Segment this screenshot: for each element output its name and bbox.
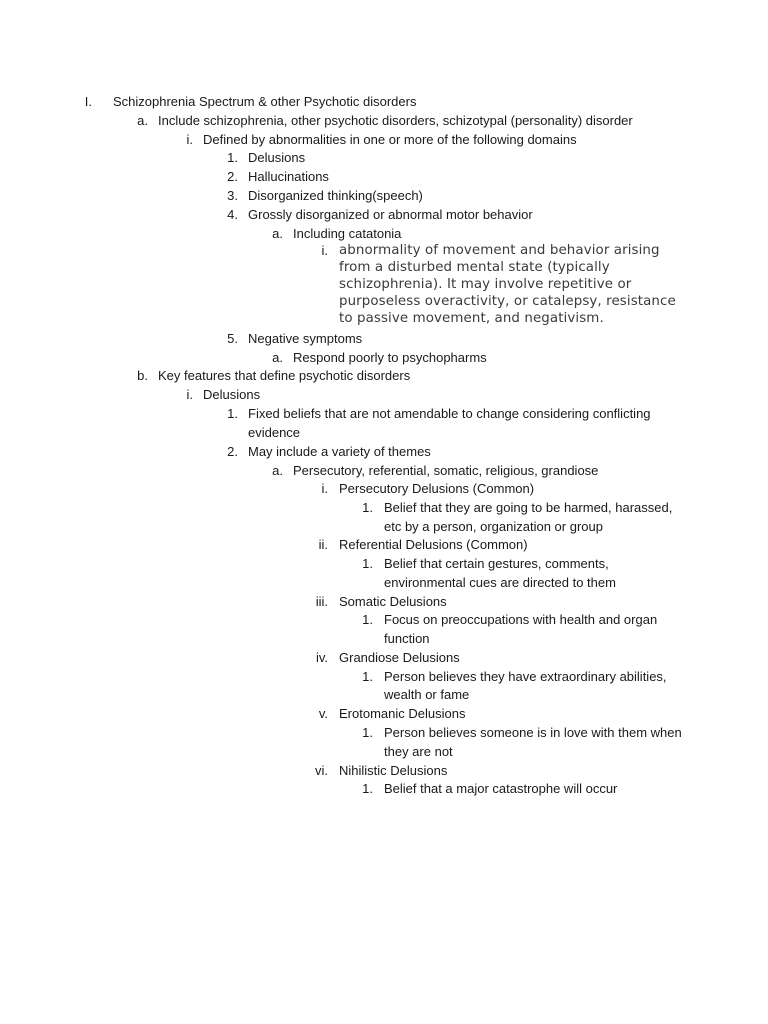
outline-text: Disorganized thinking(speech) xyxy=(248,188,423,203)
outline-text: Person believes someone is in love with them when xyxy=(384,725,682,740)
outline-item xyxy=(0,329,768,348)
outline-marker: ii. xyxy=(318,537,328,552)
outline-item xyxy=(0,130,768,149)
outline-marker: 1. xyxy=(362,725,373,740)
outline-marker: 1. xyxy=(362,669,373,684)
outline-item xyxy=(0,366,768,385)
outline-marker: i. xyxy=(186,132,193,147)
outline-text: wealth or fame xyxy=(384,687,470,702)
outline-text: Fixed beliefs that are not amendable to change considering conflicting xyxy=(248,406,651,421)
outline-text: evidence xyxy=(248,425,301,440)
outline-text: Including catatonia xyxy=(293,226,402,241)
outline-item xyxy=(0,648,768,667)
outline-item xyxy=(0,224,768,243)
outline-item xyxy=(0,704,768,723)
outline-marker: a. xyxy=(137,113,148,128)
outline-marker: 1. xyxy=(362,612,373,627)
outline-marker: 3. xyxy=(227,188,238,203)
outline-marker: b. xyxy=(137,368,148,383)
outline-text: Include schizophrenia, other psychotic disorders, schizotypal (personality) disorder xyxy=(158,113,633,128)
outline-text: Persecutory Delusions (Common) xyxy=(339,481,535,496)
outline-marker: vi. xyxy=(315,763,328,778)
outline-marker: a. xyxy=(272,463,283,478)
outline-item xyxy=(0,554,768,573)
outline-item-continuation xyxy=(0,517,768,536)
outline-text: Defined by abnormalities in one or more of the following domains xyxy=(203,132,577,147)
outline-marker: 1. xyxy=(362,500,373,515)
outline-text: Delusions xyxy=(203,387,261,402)
outline-text: from a disturbed mental state (typically xyxy=(339,260,610,275)
outline-text: purposeless overactivity, or catalepsy, resistance xyxy=(339,294,676,309)
outline-item xyxy=(0,205,768,224)
outline-item-continuation xyxy=(0,685,768,704)
outline-text: Focus on preoccupations with health and organ xyxy=(384,612,658,627)
outline-item xyxy=(0,404,768,423)
outline-item xyxy=(0,498,768,517)
outline-item xyxy=(0,592,768,611)
outline-item xyxy=(0,167,768,186)
outline-item xyxy=(0,148,768,167)
outline-marker: 1. xyxy=(227,406,238,421)
outline-marker: I. xyxy=(84,94,92,109)
outline-text: Respond poorly to psychopharms xyxy=(293,350,487,365)
outline-marker: 1. xyxy=(362,781,373,796)
outline-text: Negative symptoms xyxy=(248,331,363,346)
outline-text: Nihilistic Delusions xyxy=(339,763,448,778)
outline-text: Key features that define psychotic disorders xyxy=(158,368,411,383)
outline-text: Persecutory, referential, somatic, religious, grandiose xyxy=(293,463,599,478)
outline-item xyxy=(0,761,768,780)
outline-text: May include a variety of themes xyxy=(248,444,431,459)
outline-item xyxy=(0,667,768,686)
outline-text: environmental cues are directed to them xyxy=(384,575,616,590)
outline-item xyxy=(0,779,768,798)
outline-text: Belief that they are going to be harmed, harassed, xyxy=(384,500,673,515)
outline-marker: a. xyxy=(272,226,283,241)
outline-text: abnormality of movement and behavior arising xyxy=(339,243,660,258)
outline-marker: i. xyxy=(186,387,193,402)
outline-item xyxy=(0,479,768,498)
outline-text: etc by a person, organization or group xyxy=(384,519,603,534)
outline-text: Hallucinations xyxy=(248,169,329,184)
outline-text: function xyxy=(384,631,430,646)
outline-text: Delusions xyxy=(248,150,306,165)
outline-item xyxy=(0,535,768,554)
outline-item-continuation xyxy=(0,629,768,648)
outline-item xyxy=(0,610,768,629)
outline-marker: 2. xyxy=(227,169,238,184)
outline-marker: 1. xyxy=(227,150,238,165)
outline-marker: iv. xyxy=(315,650,328,665)
outline-item xyxy=(0,111,768,130)
outline-text: Somatic Delusions xyxy=(339,594,447,609)
outline-item-continuation xyxy=(0,293,768,310)
outline-marker: 1. xyxy=(362,556,373,571)
outline-text: Grandiose Delusions xyxy=(339,650,460,665)
outline-text: Belief that certain gestures, comments, xyxy=(384,556,609,571)
outline-item-continuation xyxy=(0,276,768,293)
outline-item xyxy=(0,186,768,205)
outline-item xyxy=(0,461,768,480)
outline-text: Erotomanic Delusions xyxy=(339,706,466,721)
outline-marker: v. xyxy=(318,706,328,721)
outline-item xyxy=(0,723,768,742)
outline-marker: 5. xyxy=(227,331,238,346)
outline-marker: i. xyxy=(321,481,328,496)
outline-text: Grossly disorganized or abnormal motor behavior xyxy=(248,207,533,222)
outline-text: schizophrenia). It may involve repetitive or xyxy=(339,277,632,292)
outline-marker: iii. xyxy=(315,594,328,609)
outline-marker: 2. xyxy=(227,444,238,459)
outline-text: Belief that a major catastrophe will occur xyxy=(384,781,618,796)
outline-item-continuation xyxy=(0,573,768,592)
outline-text: they are not xyxy=(384,744,453,759)
outline-text: Person believes they have extraordinary abilities, xyxy=(384,669,667,684)
outline-text: to passive movement, and negativism. xyxy=(339,311,604,326)
outline-item-continuation xyxy=(0,259,768,276)
outline-item xyxy=(0,442,768,461)
outline-marker: 4. xyxy=(227,207,238,222)
outline-item xyxy=(0,242,768,259)
outline-item-continuation xyxy=(0,742,768,761)
outline-text: Schizophrenia Spectrum & other Psychotic disorders xyxy=(113,94,417,109)
outline-item xyxy=(0,385,768,404)
outline-item xyxy=(0,348,768,367)
outline-item-continuation xyxy=(0,423,768,442)
outline-item xyxy=(0,92,768,111)
outline-marker: a. xyxy=(272,350,283,365)
outline-marker: i. xyxy=(321,243,328,258)
outline-item-continuation xyxy=(0,310,768,327)
outline-text: Referential Delusions (Common) xyxy=(339,537,528,552)
